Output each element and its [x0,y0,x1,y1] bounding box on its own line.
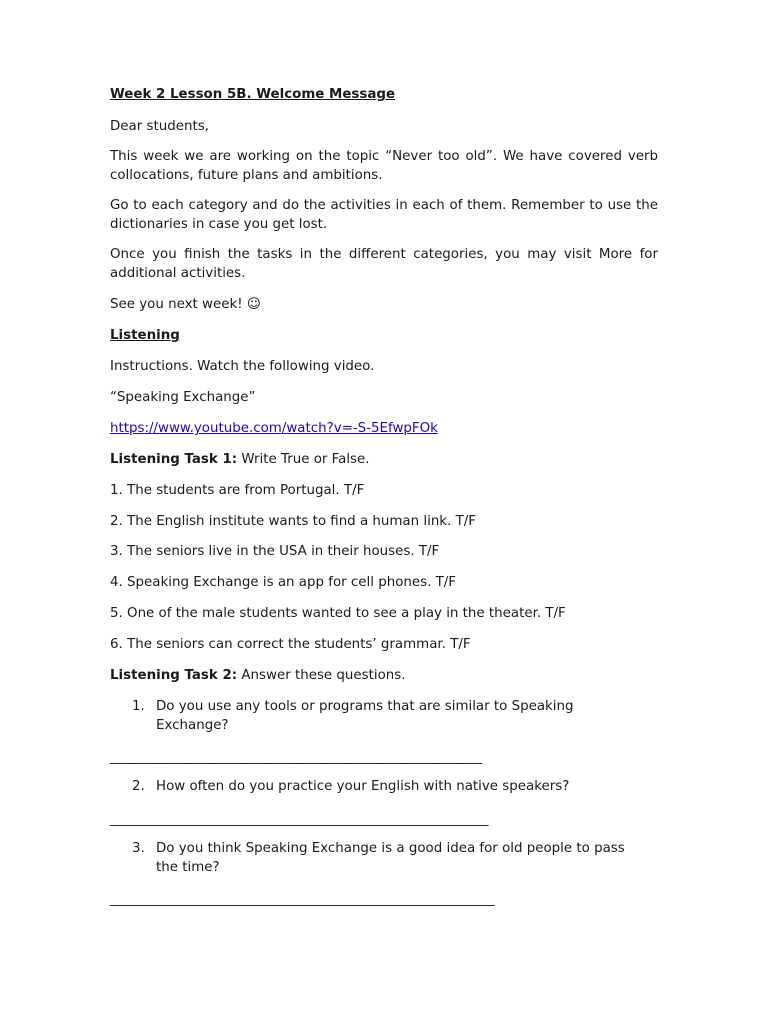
task2-header [110,666,658,685]
closing-line: See you next week! ☺ [110,297,261,312]
answer-line[interactable]: ____________________________________________________________ [110,750,482,765]
paragraph-topic: This week we are working on the topic “Never too old”. We have covered verb collocations, future plans and ambitions. [110,149,658,183]
question-number: 2. [132,779,145,794]
task2-question [132,839,632,877]
task1-instruction: Write True or False. [237,452,370,467]
task2-label: Listening Task 2: [110,668,238,683]
document-page [110,0,658,1024]
task1-header [110,450,658,469]
page-title: Week 2 Lesson 5B. Welcome Message [110,87,396,102]
task1-item: 5. One of the male students wanted to see a play in the theater. T/F [110,606,566,621]
video-title: “Speaking Exchange” [110,390,256,405]
listening-heading: Listening [110,328,180,343]
question-text: Do you think Speaking Exchange is a good idea for old people to pass the time? [156,841,625,875]
task1-label: Listening Task 1: [110,452,238,467]
task2-instruction: Answer these questions. [237,668,406,683]
task1-item: 1. The students are from Portugal. T/F [110,483,365,498]
greeting: Dear students, [110,119,209,134]
task1-item: 6. The seniors can correct the students’ grammar. T/F [110,637,471,652]
task1-item: 4. Speaking Exchange is an app for cell phones. T/F [110,575,456,590]
video-link-row [110,419,658,438]
task1-item: 2. The English institute wants to find a human link. T/F [110,514,476,529]
question-text: Do you use any tools or programs that are similar to Speaking Exchange? [156,699,574,733]
task2-question [132,697,632,735]
question-number: 3. [132,841,145,856]
task1-item: 3. The seniors live in the USA in their houses. T/F [110,544,440,559]
answer-line[interactable]: ______________________________________________________________ [110,892,495,907]
task2-question [132,777,632,796]
question-number: 1. [132,699,145,714]
listening-instructions: Instructions. Watch the following video. [110,359,375,374]
video-link[interactable]: https://www.youtube.com/watch?v=-S-5EfwpFOk [110,421,438,436]
answer-line[interactable]: _____________________________________________________________ [110,812,488,827]
question-text: How often do you practice your English with native speakers? [156,779,570,794]
paragraph-categories: Go to each category and do the activities in each of them. Remember to use the dictionaries in case you get lost. [110,198,658,232]
paragraph-more: Once you finish the tasks in the different categories, you may visit More for additional activities. [110,247,658,281]
